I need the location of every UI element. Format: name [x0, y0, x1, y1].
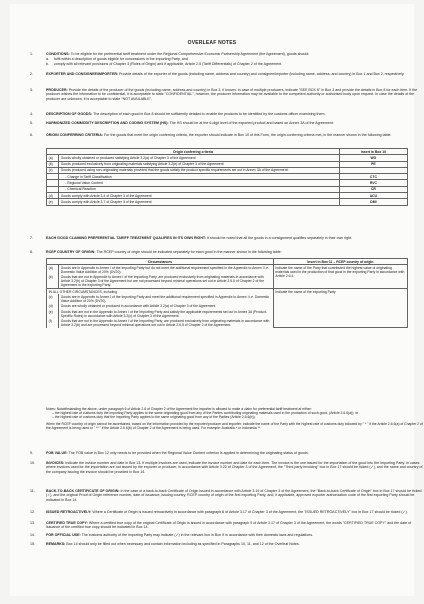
section-8 — [30, 250, 424, 254]
box11-header: Insert in Box 11 – RCEP country of origin — [273, 259, 407, 265]
section-heading: PRODUCER: — [46, 88, 69, 92]
condition-item — [46, 62, 424, 66]
section-heading: INVOICES: — [46, 461, 66, 465]
section-heading: FOR OFFICIAL USE: — [46, 533, 82, 537]
circumstance-text: Goods that are not in Appendix to Annex I of the Importing Party, are produced exclusively from originating materials in accordance with Article 3.2(b) of Chapter 3 of the Agreement but are not processed beyond minimal operations set out in Article 2.6.5 of Chapter 2 of the Agreement in the exporting Party. — [59, 275, 274, 289]
section-7 — [30, 236, 424, 240]
criteria-text: Goods comply with Article 3.7 of Chapter 3 of the Agreement — [59, 199, 340, 205]
section-number: 14. — [30, 533, 35, 537]
section-number: 2. — [30, 72, 33, 76]
condition-item — [46, 57, 424, 61]
notes-dash-2: – the highest rate of customs duty that the importing Party applies to the same originating good from any of the Parties (Article 2.6.6(b)). — [52, 415, 256, 420]
section-number: 7. — [30, 236, 33, 240]
section-body — [46, 72, 424, 76]
section-heading: ORIGIN CONFERRING CRITERIA: — [46, 133, 105, 137]
circumstance-letter: (d) — [47, 304, 59, 309]
criteria-text: Goods wholly obtained or produced satisfying Article 3.2(a) of Chapter 3 of the Agreement — [59, 155, 340, 161]
section-number: 10. — [30, 461, 35, 465]
section-heading: REMARKS: — [46, 542, 67, 546]
section-1 — [30, 52, 424, 66]
section-body — [46, 88, 424, 101]
section-12 — [30, 510, 424, 514]
origin-table — [46, 258, 408, 328]
criteria-text: Goods produced exclusively from originating materials satisfying Article 3.2(b) of Chapter 3 of the Agreement — [59, 161, 340, 167]
criteria-text: Goods produced using non-originating materials provided that the goods satisfy the product specific requirements set out in Annex 3A of the Agreement: — [59, 167, 340, 173]
criteria-table-wrap — [30, 148, 424, 206]
origin-table-wrap — [30, 258, 424, 328]
section-13 — [30, 521, 424, 530]
circumstance-letter: (a) — [47, 265, 59, 275]
notes-intro: Notes: Notwithstanding the above, under paragraph 6 of Article 2.6 of Chapter 2 of the Agreement the importer is allowed to make a claim for preferential tariff treatment at either: — [46, 407, 312, 411]
notes-paragraph: When the RCEP country of origin cannot be ascertained, based on the information provided by the exporter/producer and importer, indicate the name of the Party with the highest rate of customs duty followed by " * " if the Article 2.6.6(a) of Chapter 2 of the Agreement is being used or " ** " if the Article 2.6.6(b) of Chapter 2 of the Agreement is being used. For example: Australia * or Indonesia **. — [46, 422, 423, 431]
document-page — [10, 4, 423, 596]
origin-rule-b: Indicate the name of the exporting Party — [273, 289, 407, 328]
criteria-header: Origin conferring criteria — [47, 149, 340, 155]
section-text: The FOB value in Box 12 only needs to be provided when the Regional Value Content criterion is applied in determining the originating status of goods. — [68, 451, 309, 455]
section-11 — [30, 489, 424, 502]
section-body — [46, 533, 424, 537]
section-5 — [30, 121, 424, 125]
circumstances-header: Circumstances — [47, 259, 274, 265]
section-number: 5. — [30, 121, 33, 125]
section-3 — [30, 88, 424, 101]
section-text: Indicate the invoice number and date in Box 13. If multiple invoices are used, indicate the invoice number and date for each item. The invoice is the one issued for the importation of the good into the importing Party. In cases where invoices used for the importation are not issued by the exporter or producer, in accordance with Article 3.20 of Chapter 3 of the Agreement, the "Third party invoicing" box in Box 17 should be ticked (✓), and the name and country of the company issuing the invoice should be provided in Box 14. — [46, 461, 423, 474]
circumstance-text: Goods are in Appendix to Annex I of the Importing Party and meet the additional requirement specified in Appendix to Annex I i.e. Domestic Value Addition of 20% (DV20). — [59, 294, 274, 303]
section-body — [46, 236, 424, 240]
circumstance-row — [47, 265, 408, 275]
section-body — [46, 451, 424, 455]
circumstance-text: Goods that are not in the Appendix to Annex I of the Importing Party and satisfy the applicable requirements set out in Annex 3A (Product-Specific Rules) in accordance with Article 3.2(c) of Chapter 3 of the Agreement. — [59, 309, 274, 318]
circumstance-text: Goods are wholly obtained or produced in accordance with Article 3.2(a) of Chapter 3 of the Agreement — [59, 304, 274, 309]
criteria-code: DMI — [339, 199, 407, 205]
criteria-text: Goods comply with Article 3.4 of Chapter 3 of the Agreement — [59, 192, 340, 198]
criteria-letter: (a) — [47, 155, 59, 161]
item-text: fulfil within a description of goods eligible for concessions in the importing Party; and — [54, 56, 188, 61]
page-title: OVERLEAF NOTES — [187, 40, 237, 46]
notes-body — [46, 407, 424, 430]
criteria-code: WO — [339, 155, 407, 161]
criteria-code: ACU — [339, 192, 407, 198]
item-text: comply with all relevant provisions of Chapter 3 (Rules of Origin) and if applicable, Article 2.5 (Tariff Differentials) of Chapter 2 of the Agreement. — [54, 61, 283, 66]
section-6 — [30, 133, 424, 137]
section-heading: BACK-TO-BACK CERTIFICATE OF ORIGIN: — [46, 489, 121, 493]
item-letter: b. — [46, 61, 49, 66]
circumstance-text: Goods are in Appendix to Annex I of the Importing Party but do not meet the additional requirement specified in the Appendix to Annex I i.e. Domestic Value Addition of 20% (DV20). — [59, 265, 274, 275]
section-4 — [30, 112, 424, 116]
section-body — [46, 250, 424, 254]
section-text: The RCEP country of origin should be indicated separately for each good in the manner shown in the following table: — [96, 250, 282, 254]
section-heading: DESCRIPTION OF GOODS: — [46, 112, 94, 116]
section-heading: EXPORTER AND CONSIGNEE/IMPORTER: — [46, 72, 120, 76]
section-number: 15. — [30, 542, 35, 546]
criteria-text: - Change in Tariff Classification — [59, 174, 340, 180]
section-heading: CONDITIONS: — [46, 52, 71, 56]
circumstance-letter: (e) — [47, 309, 59, 318]
section-body — [46, 52, 424, 66]
section-body — [46, 461, 424, 474]
box10-header: Insert in Box 10 — [339, 149, 407, 155]
section-body — [46, 489, 424, 502]
section-10 — [30, 461, 424, 474]
section-14 — [30, 533, 424, 537]
section-text: The description of each good in Box 8 should be sufficiently detailed to enable the products to be identified by the customs officer examining them. — [93, 112, 326, 116]
section-body — [46, 542, 424, 546]
section-body — [46, 510, 424, 514]
criteria-code: RVC — [339, 180, 407, 186]
circumstance-letter: (c) — [47, 294, 59, 303]
section-body — [46, 121, 424, 125]
section-text: To be eligible for the preferential tariff treatment under the Regional Comprehensive Economic Partnership Agreement (the Agreement), goods should: — [70, 52, 310, 56]
criteria-table — [46, 148, 408, 206]
section-number: 1. — [30, 52, 33, 56]
section-text: Where a certified true copy of the original Certificate of Origin is issued in accordance with paragraph 9 of Article 3.17 of Chapter 3 of the Agreement, the words "CERTIFIED TRUE COPY" and the date of issuance of the certified true copy should be indicated in Box 14. — [46, 521, 412, 530]
section-number: 12. — [30, 510, 35, 514]
section-number: 3. — [30, 88, 33, 92]
section-heading: ISSUED RETROACTIVELY: — [46, 510, 93, 514]
section-body — [46, 112, 424, 116]
criteria-code: PE — [339, 161, 407, 167]
section-2 — [30, 72, 424, 76]
circumstance-letter: (b) — [47, 275, 59, 289]
section-15 — [30, 542, 424, 546]
criteria-letter: (e) — [47, 199, 59, 205]
section-text: Provide details of the exporter of the goods (including name, address and country) and consignee/importer (including name, address, and country) in Box 1 and Box 2, respectively. — [119, 72, 405, 76]
section-9 — [30, 451, 424, 455]
criteria-letter: (c) — [47, 167, 59, 173]
section-heading: EACH GOOD CLAIMING PREFERENTIAL TARIFF TREATMENT QUALIFIES IN ITS OWN RIGHT: — [46, 236, 207, 240]
section-text: For the goods that meet the origin conferring criteria, the exporter should indicate in Box 10 of this Form, the origin conferring criteria met, in the manner shown in the following table: — [104, 133, 392, 137]
section-heading: HARMONIZED COMMODITY DESCRIPTION AND CODING SYSTEM (HS): — [46, 121, 170, 125]
criteria-letter: (b) — [47, 161, 59, 167]
criteria-letter: (d) — [47, 192, 59, 198]
section-heading: RCEP COUNTRY OF ORIGIN: — [46, 250, 97, 254]
section-text: The HS should be at the 6-digit level of the exported product and based on Annex 3A of the Agreement. — [169, 121, 334, 125]
section-heading: CERTIFIED TRUE COPY: — [46, 521, 89, 525]
section-number: 11. — [30, 489, 35, 493]
criteria-text: - Chemical Reaction — [59, 186, 340, 192]
notes-block — [30, 407, 424, 430]
criteria-code: CTC — [339, 174, 407, 180]
circumstance-letter: (f) — [47, 318, 59, 327]
section-text: Box 14 should only be filled out when necessary and contain information including as specified in Paragraphs 10, 11, and 12 of the Overleaf Notes. — [66, 542, 300, 546]
circumstance-text: Goods that are not in the Appendix to Annex I of the Importing Party, are produced exclusively from originating materials in accordance with Article 3.2(b) and are processed beyond minimal operations set out in Article 2.6.5 of Chapter 2 of the Agreement. — [59, 318, 274, 327]
section-body — [46, 521, 424, 530]
other-circumstances: IN ALL OTHER CIRCUMSTANCES, including — [47, 289, 274, 295]
section-number: 8. — [30, 250, 33, 254]
section-number: 9. — [30, 451, 33, 455]
section-heading: FOB VALUE: — [46, 451, 69, 455]
section-body — [46, 133, 424, 137]
section-text: The customs authority of the importing Party may indicate (✓) in the relevant box in Box 9 in accordance with their domestic laws and regulations. — [81, 533, 313, 537]
section-number: 4. — [30, 112, 33, 116]
criteria-row — [47, 199, 408, 205]
section-number: 13. — [30, 521, 35, 525]
notes-dash-1: – the highest rate of customs duty the importing Party applies to the same originating good from any of the Parties contributing originating materials used in the production of such good, (Article 2.6.6(a)), or — [52, 411, 359, 416]
section-text: Provide the details of the producer of the goods (including name, address and country) in Box 3, if known. In case of multiple producers, indicate "SEE BOX 8" in Box 3 and provide the details in Box 8 for each item. If the producer wishes the information to be confidential, it is acceptable to state "CONFIDENTIAL", however, the producer information may be available to the competent authority or authorised body upon request. In case the details of the producer are unknown, it is acceptable to state "NOT AVAILABLE". — [46, 88, 418, 101]
section-text: It should be noted that all the goods in a consignment qualifies separately in their own right. — [206, 236, 353, 240]
item-letter: a. — [46, 56, 49, 61]
origin-rule-a: Indicate the name of the Party that contributed the highest value of originating materials used in the production of that good in the exporting Party in accordance with Article 2.6.4. — [273, 265, 407, 289]
section-text: Where a Certificate of Origin is issued retroactively in accordance with paragraph 8 of Article 3.17 of Chapter 3 of the Agreement, the "ISSUED RETROACTIVELY" box in Box 17 should be ticked (✓). — [92, 510, 408, 514]
criteria-text: - Regional Value Content — [59, 180, 340, 186]
section-number: 6. — [30, 133, 33, 137]
criteria-code: CR — [339, 186, 407, 192]
section-text: In the case of a back-to-back Certificate of Origin issued in accordance with Article 3.19 of Chapter 3 of the Agreement, the "Back-to-back Certificate of Origin" box in Box 17 should be ticked (✓), and the original Proof of Origin reference number, date of issuance, issuing country, RCEP country of origin of the first exporting Party, and, if applicable, approved exporter authorization code of the first exporting Party should be indicated in Box 14. — [46, 489, 422, 502]
